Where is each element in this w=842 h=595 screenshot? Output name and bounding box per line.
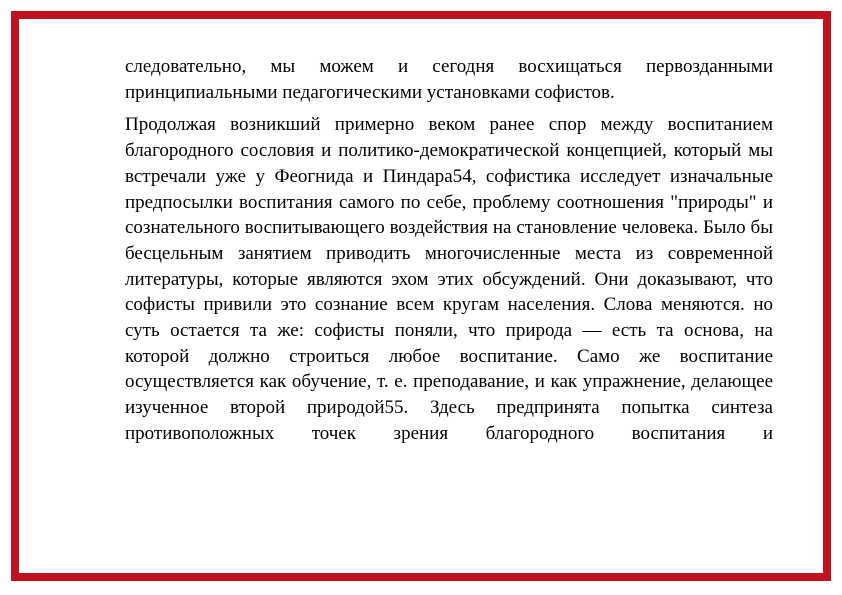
text-block bbox=[125, 54, 773, 447]
paragraph-1: следовательно, мы можем и сегодня восхищаться первозданными принципиальными педагогическими установками софистов. bbox=[125, 56, 773, 103]
paragraph-2: Продолжая возникший примерно веком ранее спор между воспитанием благородного сословия и политико-демократической концепцией, который мы встречали уже у Феогнида и Пиндара54, софистика исследует изначальные предпосылки воспитания самого по себе, проблему соотношения "природы" и сознательного воспитывающего воздействия на становление человека. Было бы бесцельным занятием приводить многочисленные места из современной литературы, которые являются эхом этих обсуждений. Они доказывают, что софисты привили это сознание всем кругам населения. Слова меняются. но суть остается та же: софисты поняли, что природа — есть та основа, на которой должно строиться любое воспитание. Само же воспитание осуществляется как обучение, т. е. преподавание, и как упражнение, делающее изученное второй природой55. Здесь предпринята попытка синтеза противоположных точек зрения благородного воспитания и bbox=[125, 114, 773, 444]
